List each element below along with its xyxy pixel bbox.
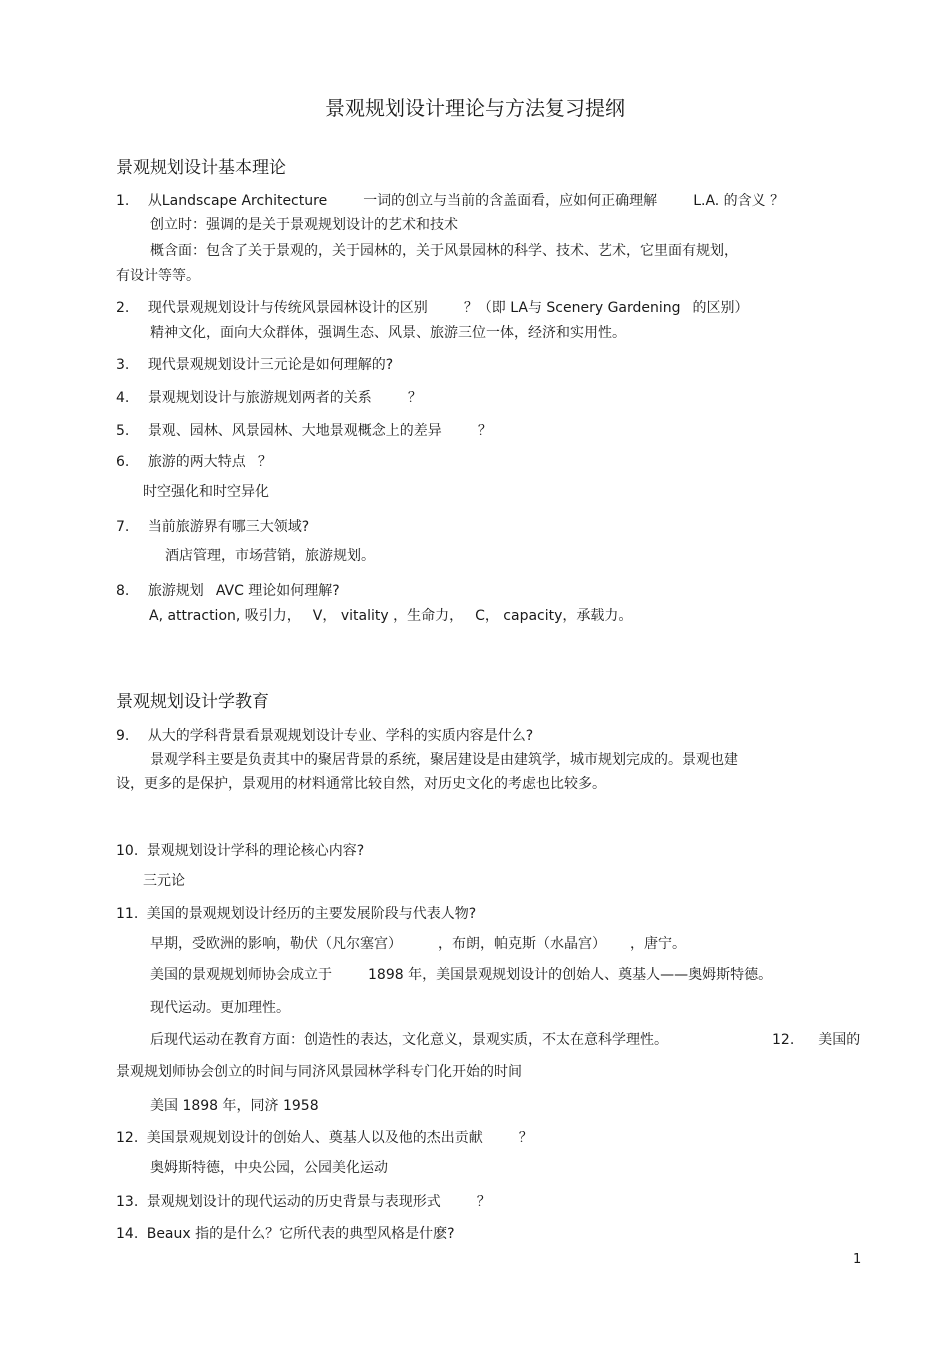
answer-line: 景观学科主要是负责其中的聚居背景的系统，聚居建设是由建筑学，城市规划完成的。景观也建	[150, 752, 738, 768]
question-mark: ？	[477, 423, 492, 439]
answer-line: 精神文化，面向大众群体，强调生态、风景、旅游三位一体，经济和实用性。	[150, 325, 626, 341]
answer-line: 酒店管理，市场营销，旅游规划。	[165, 548, 375, 564]
question-text: 从大的学科背景看景观规划设计专业、学科的实质内容是什么?	[147, 728, 534, 744]
question-number: 6.	[116, 454, 130, 470]
question-8	[116, 582, 340, 600]
question-mark: ？	[257, 454, 272, 470]
question-text: Beaux 指的是什么？它所代表的典型风格是什麽?	[146, 1226, 455, 1242]
question-number: 1.	[116, 193, 130, 209]
question-10	[116, 842, 364, 860]
answer-line: 时空强化和时空异化	[143, 484, 269, 500]
answer-line: 美国 1898 年，同济 1958	[150, 1098, 319, 1114]
answer-line: 创立时：强调的是关于景观规划设计的艺术和技术	[150, 217, 458, 233]
question-number: 3.	[116, 357, 130, 373]
question-3	[116, 356, 393, 374]
question-text: 从Landscape Architecture	[147, 193, 328, 209]
question-text: 的区别）	[692, 300, 749, 316]
question-number: 5.	[116, 423, 130, 439]
section-heading-basic-theory: 景观规划设计基本理论	[116, 158, 286, 178]
question-number: 11.	[116, 906, 139, 922]
question-text: ？（即 LA与 Scenery Gardening	[463, 300, 681, 316]
answer-line: 三元论	[143, 873, 185, 889]
question-number: 14.	[116, 1226, 139, 1242]
answer-line: 美国的景观规划师协会成立于 1898 年，美国景观规划设计的创始人、奠基人——奥姆斯特德。	[150, 967, 773, 983]
question-text: 美国景观规划设计的创始人、奠基人以及他的杰出贡献	[146, 1130, 483, 1146]
question-number: 8.	[116, 583, 130, 599]
question-text: 景观规划设计与旅游规划两者的关系	[147, 390, 372, 406]
question-text: 美国的景观规划设计经历的主要发展阶段与代表人物?	[146, 906, 477, 922]
answer-line: A, attraction, 吸引力， V， vitality ，生命力， C， capacity，承载力。	[149, 608, 633, 624]
answer-line: 后现代运动在教育方面：创造性的表达，文化意义，景观实质，不太在意科学理性。	[150, 1032, 668, 1048]
question-text: 一词的创立与当前的含盖面看，应如何正确理解	[363, 193, 658, 209]
question-number: 7.	[116, 519, 130, 535]
question-number: 4.	[116, 390, 130, 406]
document-title: 景观规划设计理论与方法复习提纲	[325, 96, 625, 120]
question-mark: ？	[518, 1130, 533, 1146]
question-6	[116, 453, 272, 471]
answer-line: 12. 美国的	[772, 1032, 861, 1048]
question-2	[116, 299, 749, 317]
question-11	[116, 905, 476, 923]
question-text: 旅游的两大特点	[147, 454, 246, 470]
answer-line: 景观规划师协会创立的时间与同济风景园林学科专门化开始的时间	[116, 1064, 522, 1080]
question-4	[116, 389, 422, 407]
question-13	[116, 1193, 491, 1211]
answer-line: 概含面：包含了关于景观的，关于园林的，关于风景园林的科学、技术、艺术，它里面有规划，	[150, 243, 738, 259]
answer-line: 设，更多的是保护，景观用的材料通常比较自然，对历史文化的考虑也比较多。	[116, 776, 606, 792]
question-number: 9.	[116, 728, 130, 744]
question-number: 2.	[116, 300, 130, 316]
question-text: 现代景观规划设计与传统风景园林设计的区别	[147, 300, 428, 316]
question-12	[116, 1129, 533, 1147]
section-heading-education: 景观规划设计学教育	[116, 692, 269, 712]
question-5	[116, 422, 492, 440]
answer-line: 奥姆斯特德，中央公园，公园美化运动	[150, 1160, 388, 1176]
question-14	[116, 1225, 455, 1243]
page-number: 1	[853, 1252, 862, 1267]
question-text: 景观、园林、风景园林、大地景观概念上的差异	[147, 423, 442, 439]
question-mark: ？	[476, 1194, 491, 1210]
answer-line: 有设计等等。	[116, 268, 200, 284]
question-9	[116, 727, 533, 745]
question-text: 现代景观规划设计三元论是如何理解的?	[147, 357, 394, 373]
question-text: AVC 理论如何理解?	[215, 583, 340, 599]
answer-line: 早期，受欧洲的影响，勒伏（凡尔塞宫） ，布朗，帕克斯（水晶宫） ，唐宁。	[150, 936, 686, 952]
question-text: 旅游规划	[147, 583, 204, 599]
answer-line: 现代运动。更加理性。	[150, 1000, 290, 1016]
question-number: 12.	[116, 1130, 139, 1146]
question-number: 13.	[116, 1194, 139, 1210]
question-text: 当前旅游界有哪三大领域?	[147, 519, 310, 535]
question-7	[116, 518, 309, 536]
question-text: L.A. 的含义 ？	[693, 193, 785, 209]
question-1	[116, 192, 784, 210]
question-mark: ？	[407, 390, 422, 406]
question-text: 景观规划设计学科的理论核心内容?	[146, 843, 365, 859]
question-number: 10.	[116, 843, 139, 859]
question-text: 景观规划设计的现代运动的历史背景与表现形式	[146, 1194, 441, 1210]
